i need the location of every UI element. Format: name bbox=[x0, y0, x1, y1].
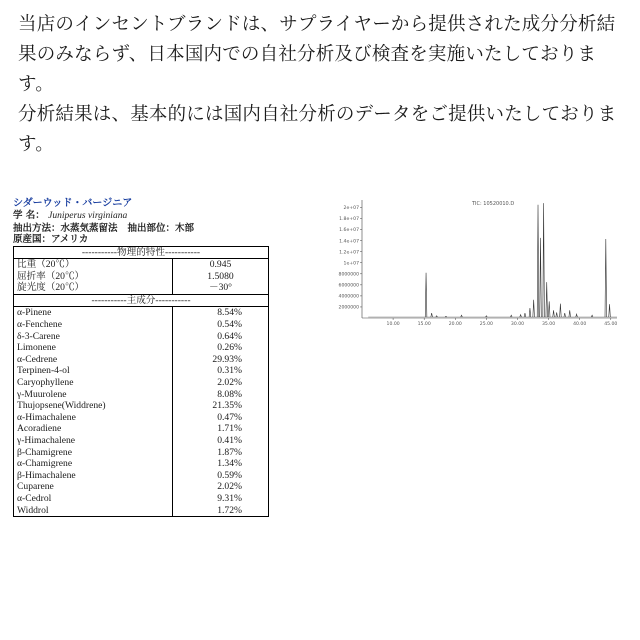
row-value: 0.26% bbox=[173, 342, 269, 354]
row-name: γ-Muurolene bbox=[14, 389, 173, 401]
row-value: 1.87% bbox=[173, 447, 269, 459]
chromatogram-peak bbox=[537, 205, 539, 317]
extraction-row bbox=[13, 223, 269, 235]
x-tick-label: 40.00 bbox=[573, 322, 587, 327]
y-tick-label: 1.4e+07 bbox=[339, 239, 359, 245]
y-tick-label: 4000000 bbox=[338, 294, 359, 300]
y-tick-label: 1.6e+07 bbox=[339, 228, 359, 234]
row-value: 8.54% bbox=[173, 307, 269, 319]
y-tick-label: 2000000 bbox=[338, 305, 359, 311]
row-value: 9.31% bbox=[173, 493, 269, 505]
row-name: β-Chamigrene bbox=[14, 447, 173, 459]
chromatogram-peak bbox=[543, 203, 545, 317]
table-row bbox=[14, 389, 269, 401]
chromatogram-peak bbox=[529, 308, 531, 317]
chromatogram-peak bbox=[548, 301, 550, 317]
spec-table bbox=[13, 246, 269, 518]
x-tick-label: 30.00 bbox=[510, 322, 525, 327]
scientific-name-row bbox=[13, 210, 269, 223]
table-row bbox=[14, 493, 269, 505]
row-value: 0.945 bbox=[173, 259, 269, 271]
chromatogram-peak bbox=[425, 273, 427, 317]
table-row bbox=[14, 259, 269, 271]
row-name: α-Chamigrene bbox=[14, 458, 173, 470]
row-value: 0.54% bbox=[173, 319, 269, 331]
table-row bbox=[14, 354, 269, 366]
intro-paragraph-1: 当店のインセントブランドは、サプライヤーから提供された成分分析結果のみならず、日本国内での自社分析及び検査を実施いたしております。 bbox=[18, 14, 616, 95]
row-name: α-Cedrol bbox=[14, 493, 173, 505]
table-row bbox=[14, 342, 269, 354]
row-value: 0.47% bbox=[173, 412, 269, 424]
chromatogram-peak bbox=[553, 310, 555, 317]
row-name: α-Pinene bbox=[14, 307, 173, 319]
row-name: α-Fenchene bbox=[14, 319, 173, 331]
y-tick-label: 1.8e+07 bbox=[339, 217, 359, 223]
row-name: Cuparene bbox=[14, 481, 173, 493]
chromatogram-peak bbox=[564, 313, 566, 317]
chromatogram-peak bbox=[591, 315, 593, 317]
table-row bbox=[14, 400, 269, 412]
table-row bbox=[14, 282, 269, 294]
chromatogram-peak bbox=[560, 304, 562, 317]
x-tick-label: 35.00 bbox=[542, 322, 556, 327]
x-tick-label: 10.00 bbox=[386, 322, 400, 327]
row-value: 0.41% bbox=[173, 435, 269, 447]
table-row bbox=[14, 423, 269, 435]
row-name: α-Cedrene bbox=[14, 354, 173, 366]
row-name: Widdrol bbox=[14, 505, 173, 517]
row-name: Terpinen-4-ol bbox=[14, 365, 173, 377]
table-row bbox=[14, 505, 269, 517]
intro-paragraph-2: 分析結果は、基本的には国内自社分析のデータをご提供いたしております。 bbox=[18, 104, 617, 155]
row-name: 旋光度（20℃） bbox=[14, 282, 173, 294]
row-value: 8.08% bbox=[173, 389, 269, 401]
table-row bbox=[14, 307, 269, 319]
scientific-name: Juniperus virginiana bbox=[48, 211, 128, 221]
chromatogram-peak bbox=[510, 315, 512, 317]
chromatogram-peak bbox=[576, 314, 578, 317]
table-row bbox=[14, 458, 269, 470]
row-value: 1.34% bbox=[173, 458, 269, 470]
section-header-label: -----------主成分----------- bbox=[14, 294, 269, 307]
intro-text bbox=[18, 10, 626, 160]
extraction-part: 抽出部位：木部 bbox=[127, 222, 194, 234]
table-row bbox=[14, 331, 269, 343]
chromatogram-peak bbox=[540, 238, 542, 317]
chromatogram-peak bbox=[609, 304, 611, 317]
x-tick-label: 20.00 bbox=[448, 322, 462, 327]
y-tick-label: 6000000 bbox=[338, 283, 359, 289]
row-name: α-Himachalene bbox=[14, 412, 173, 424]
row-name: γ-Himachalene bbox=[14, 435, 173, 447]
row-value: 1.72% bbox=[173, 505, 269, 517]
y-tick-label: 8000000 bbox=[338, 272, 359, 278]
x-tick-label: 45.00 bbox=[604, 322, 618, 327]
y-tick-label: 2e+07 bbox=[343, 206, 359, 212]
row-value: －30° bbox=[173, 282, 269, 294]
row-name: β-Himachalene bbox=[14, 470, 173, 482]
row-name: Limonene bbox=[14, 342, 173, 354]
row-value: 1.5080 bbox=[173, 271, 269, 283]
chromatogram-peak bbox=[546, 282, 548, 317]
x-tick-label: 15.00 bbox=[417, 322, 431, 327]
y-tick-label: 1.2e+07 bbox=[339, 250, 359, 256]
chromatogram-peak bbox=[520, 315, 522, 317]
gc-chromatogram bbox=[322, 196, 622, 332]
table-row bbox=[14, 481, 269, 493]
row-value: 0.59% bbox=[173, 470, 269, 482]
origin-country: 原産国：アメリカ bbox=[13, 234, 89, 245]
row-value: 2.02% bbox=[173, 377, 269, 389]
extraction-method: 抽出方法：水蒸気蒸留法 bbox=[13, 222, 118, 234]
table-row bbox=[14, 470, 269, 482]
table-row bbox=[14, 365, 269, 377]
table-row bbox=[14, 271, 269, 283]
row-name: Thujopsene(Widdrene) bbox=[14, 400, 173, 412]
table-row bbox=[14, 447, 269, 459]
row-name: Acoradiene bbox=[14, 423, 173, 435]
x-tick-label: 25.00 bbox=[479, 322, 493, 327]
row-name: 比重（20℃） bbox=[14, 259, 173, 271]
row-value: 21.35% bbox=[173, 400, 269, 412]
section-header bbox=[14, 294, 269, 307]
chromatogram-peak bbox=[556, 312, 558, 317]
chromatogram-peak bbox=[569, 310, 571, 317]
chromatogram-peak bbox=[605, 239, 607, 317]
row-value: 1.71% bbox=[173, 423, 269, 435]
chromatogram-peak bbox=[524, 313, 526, 317]
row-name: Caryophyllene bbox=[14, 377, 173, 389]
row-value: 0.31% bbox=[173, 365, 269, 377]
origin-row bbox=[13, 234, 269, 246]
y-tick-label: 1e+07 bbox=[343, 261, 359, 267]
spec-title: シダーウッド・バージニア bbox=[13, 198, 133, 209]
table-row bbox=[14, 319, 269, 331]
chromatogram-peak bbox=[431, 313, 433, 317]
table-row bbox=[14, 377, 269, 389]
table-row bbox=[14, 435, 269, 447]
chromatogram-peak bbox=[461, 315, 463, 317]
section-header bbox=[14, 246, 269, 259]
chart-label: TIC: 10520010.D bbox=[472, 201, 515, 207]
row-name: δ-3-Carene bbox=[14, 331, 173, 343]
row-name: 屈折率（20℃） bbox=[14, 271, 173, 283]
section-header-label: -----------物理的特性----------- bbox=[14, 246, 269, 259]
row-value: 0.64% bbox=[173, 331, 269, 343]
scientific-name-label: 学 名： bbox=[13, 210, 45, 221]
table-row bbox=[14, 412, 269, 424]
analysis-spec-sheet bbox=[13, 198, 269, 517]
row-value: 2.02% bbox=[173, 481, 269, 493]
row-value: 29.93% bbox=[173, 354, 269, 366]
chromatogram-peak bbox=[533, 300, 535, 317]
